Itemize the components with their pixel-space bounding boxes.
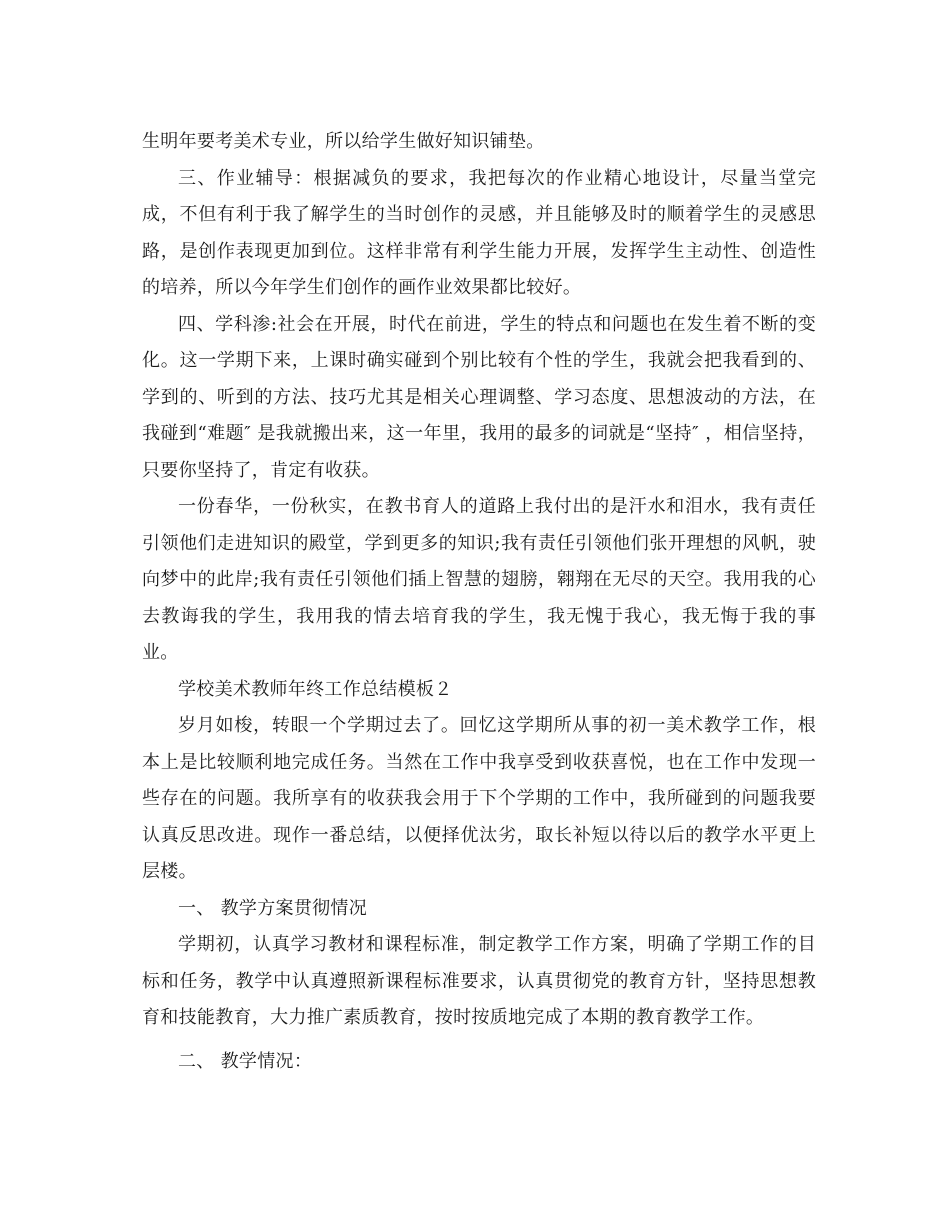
- section-title-template-2: 学校美术教师年终工作总结模板２: [178, 678, 453, 700]
- paragraph-subject-infiltration: 四、学科渗:社会在开展，时代在前进，学生的特点和问题也在发生着不断的变化。这一学期下来，上课时确实碰到个别比较有个性的学生，我就会把我看到的、学到的、听到的方法、技巧尤其是相关心理调整、学习态度、思想波动的方法，在我碰到“难题″ 是我就搬出来，这一年里，我用的最多的词就是“坚持″ ，相信坚持，只要你坚持了，肯定有收获。: [142, 313, 816, 481]
- paragraph-continuation: 生明年要考美术专业，所以给学生做好知识铺垫。: [142, 131, 545, 152]
- paragraph-semester-summary: 岁月如梭，转眼一个学期过去了。回忆这学期所从事的初一美术教学工作，根本上是比较顺利地完成任务。当然在工作中我享受到收获喜悦，也在工作中发现一些存在的问题。我所享有的收获我会用于下个学期的工作中，我所碰到的问题我要认真反思改进。现作一番总结，以便择优汰劣，取长补短以待以后的教学水平更上层楼。: [142, 715, 816, 882]
- paragraph-plan-details: 学期初，认真学习教材和课程标准，制定教学工作方案，明确了学期工作的目标和任务，教学中认真遵照新课程标准要求，认真贯彻党的教育方针，坚持思想教育和技能教育，大力推广素质教育，按时按质地完成了本期的教育教学工作。: [142, 934, 816, 1028]
- section-heading-teaching: 二、 教学情况：: [178, 1050, 313, 1072]
- section-heading-plan: 一、 教学方案贯彻情况: [178, 897, 368, 919]
- document-body: [142, 124, 816, 1080]
- paragraph-homework-guidance: 三、作业辅导：根据减负的要求，我把每次的作业精心地设计，尽量当堂完成，不但有利于我了解学生的当时创作的灵感，并且能够及时的顺着学生的灵感思路，是创作表现更加到位。这样非常有利学生能力开展，发挥学生主动性、创造性的培养，所以今年学生们创作的画作业效果都比较好。: [142, 167, 816, 298]
- paragraph-reflection: 一份春华，一份秋实，在教书育人的道路上我付出的是汗水和泪水，我有责任引领他们走进知识的殿堂，学到更多的知识;我有责任引领他们张开理想的风帆，驶向梦中的此岸;我有责任引领他们插上智慧的翅膀，翱翔在无尽的天空。我用我的心去教诲我的学生，我用我的情去培育我的学生，我无愧于我心，我无悔于我的事业。: [142, 496, 816, 663]
